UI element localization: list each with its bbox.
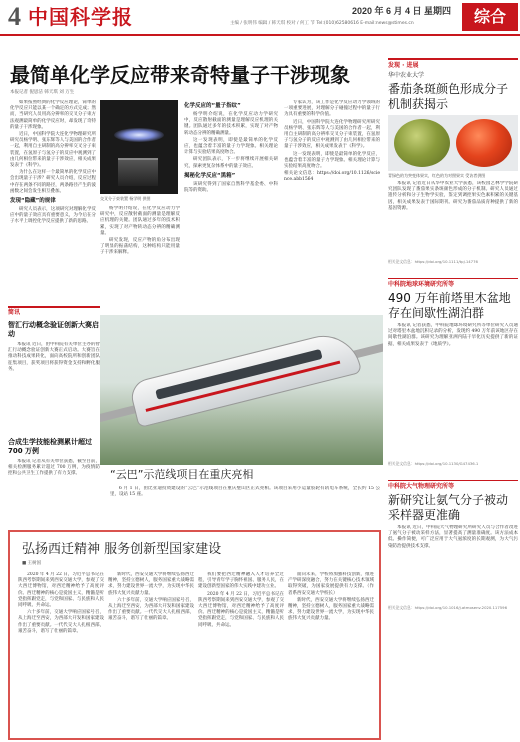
- story-source: 相关论文信息：https://doi.org/10.1016/j.atmosenv.2020.117596: [388, 605, 508, 610]
- story-body: [388, 525, 518, 605]
- tomato-caption: 青绿色的为突变体果实，红色的为对照果实 受访者供图: [388, 173, 486, 178]
- feature-column-4: [288, 572, 374, 736]
- story-paragraph: 本报讯 记者近日从华中农业大学获悉，该校园艺林学学院研究团队发现了番茄果实条斑颜色形成的分子机制。研究人员通过遗传分析和分子生物学实验，鉴定到调控果实色素积累的关键基因，相关成果发表于国际期刊。研究为番茄品质育种提供了新的基因资源。: [388, 181, 518, 211]
- lead-column-1: [10, 100, 96, 300]
- brief-body: [8, 342, 100, 434]
- feature-paragraph: 2020 年 4 月 22 日，习近平总书记在陕西考察期间来到西安交通大学，参观了交大西迁博物馆，对西迁精神给予了高度评价。西迁精神的核心是爱国主义，精髓是听党指挥跟党走，与党和国家、与民族和人民同呼吸、共命运。: [198, 591, 284, 628]
- story-title: 490 万年前塔里木盆地存在间歇性湖泊群: [388, 291, 511, 320]
- yunba-train-photo: [100, 315, 383, 465]
- lead-paragraph: 杨学明介绍说，在化学反应动力学研究中，反应散射截面的测量是理解反应机理的关键。团队通过多年的技术积累，实现了对产物转动态分辨的精确测量。: [184, 112, 278, 136]
- lead-subhead: 化学反应的“量子指纹”: [184, 103, 241, 109]
- lead-paragraph: 研究发现，反应产物的角分布出现了明显的振荡结构，这种结构只能用量子干涉来解释。: [100, 238, 180, 256]
- lead-paragraph: 研究团队表示，下一步将继续开展相关研究，探索更复杂体系中的量子效应。: [184, 157, 278, 169]
- brief-title: 合成生学技能检测累计超过 700 万例: [8, 438, 92, 455]
- feature-paragraph: 2020 年 4 月 22 日，习近平总书记在陕西考察期间来到西安交通大学，参观了交大西迁博物馆，对西迁精神给予了高度评价。西迁精神的核心是爱国主义，精髓是听党指挥跟党走，与党和国家、与民族和人民同呼吸、共命运。: [18, 572, 104, 609]
- feature-column-1: [18, 572, 104, 736]
- lead-paragraph: 为什么在这样一个最简单的化学反应中会出现量子干涉？研究人员介绍，反应过程中存在两条不同的路径，两条路径产生的波函数之间会发生相互叠加。: [10, 170, 96, 194]
- story-source: 相关论文信息：https://doi.org/10.1111/tpj.14776: [388, 259, 478, 264]
- lead-paragraph: 近日，中国科学院大连化学物理研究所研究员杨学明、张东辉等人与美国的合作者一起，利用自主研制的高分辨率交叉分子束装置，在氢原子与氢分子的反应中观测到了由几何相位带来的量子干涉效应，相关成果发表于《科学》。: [284, 119, 380, 150]
- story-title: 新研究让氨气分子被动采样器更准确: [388, 493, 509, 522]
- feature-paragraph: 六十多年前，交通大学响应国家号召，从上海迁至西安，为西部大开发和国家建设作出了重要贡献。一代代交大人扎根西部，艰苦奋斗，谱写了壮丽的篇章。: [108, 597, 194, 622]
- lead-paragraph: 如果按照经典的化学反应理论，简单的化学反应只能以某一个确定的方式完成；然而，当研究人员用高分辨率的交叉分子束方法观测最简单的化学反应时，却发现了奇特的量子干涉现象。: [10, 100, 96, 130]
- lead-column-2: [100, 206, 180, 306]
- lead-paragraph: 研究人员表示，这项研究对理解化学反应中的量子效应具有重要意义，为今后在分子水平上调控化学反应提供了新的思路。: [10, 207, 96, 225]
- train-windows: [155, 349, 322, 400]
- right-column-tag: 发现 · 进展: [388, 58, 518, 70]
- briefs-tag: 简讯: [8, 309, 21, 316]
- lead-subhead: 发现“隐藏”的规律: [10, 198, 56, 205]
- brief-title: 智汇行动概念验证创新大赛启动: [8, 321, 99, 338]
- story-body: [388, 181, 518, 259]
- story-source: 相关论文信息：https://doi.org/10.1130/G47436.1: [388, 461, 479, 466]
- lead-photo: [100, 100, 178, 194]
- story-paragraph: 本报讯 记者获悉，中科院地球环境研究所等单位研究人员通过对塔里木盆地沉积记录的分析，发现约 490 万年前该地区存在间歇性湖泊群。该研究为理解亚洲内陆干旱化历史提供了新的证据，相关成果发表于《地质学》。: [388, 323, 518, 347]
- feature-paragraph: 六十多年前，交通大学响应国家号召，从上海迁至西安，为西部大开发和国家建设作出了重要贡献。一代代交大人扎根西部，艰苦奋斗，谱写了壮丽的篇章。: [18, 610, 104, 634]
- brief-text: 本报讯 记者从有关单位获悉，截至目前，相关检测服务累计超过 700 万例，为疫情防控和公共卫生工作提供了有力支撑。: [8, 459, 100, 477]
- masthead: [0, 0, 520, 36]
- feature-article: [8, 530, 381, 740]
- story-kicker: 中科院大气物理研究所等: [388, 480, 518, 491]
- story-body: [388, 323, 518, 461]
- feature-paragraph: 新时代，西安交通大学将继续弘扬西迁精神，坚持立德树人，服务国家重大战略需求，努力建设世界一流大学，为实现中华民族伟大复兴贡献力量。: [288, 597, 374, 622]
- lead-byline: 本报记者 倪思洁 韩天琪 刘 万生: [10, 90, 75, 95]
- train-caption: “云巴”示范线项目在重庆亮相: [110, 468, 254, 481]
- tomato-photo: [388, 115, 518, 171]
- newspaper-logo: 中国科学报: [28, 5, 133, 29]
- feature-paragraph: 面向未来，学校将加强科技创新，推进产学研深度融合，努力在关键核心技术领域取得突破，为国家发展提供有力支撑。（作者系西安交通大学校长）: [288, 572, 374, 596]
- lead-headline: 最简单化学反应带来奇特量子干涉现象: [10, 63, 350, 87]
- feature-title: 弘扬西迁精神 服务创新型国家建设: [22, 542, 222, 557]
- brief-text: 本报讯 近日，由中科院有关单位主办的智汇行动概念验证创新大赛正式启动。大赛旨在推动科技成果转化，面向高校院所和创新团队征集项目，获奖项目将获得资金支持和孵化服务。: [8, 342, 100, 372]
- train-text: [110, 486, 380, 522]
- lead-column-3: [184, 100, 278, 306]
- lead-subhead: 揭秘化学反应“黑箱”: [184, 172, 236, 179]
- page-number: 4: [8, 2, 21, 31]
- briefs-column: [8, 306, 100, 524]
- lead-paragraph: 杨学明介绍说，在化学反应动力学研究中，反应散射截面的测量是理解反应机理的关键。团队通过多年的技术积累，实现了对产物转动态分辨的精确测量。: [100, 206, 180, 236]
- lead-link: 相关论文信息：https://doi.org/10.1126/science.abb1564: [284, 171, 380, 183]
- lead-column-4: [284, 100, 380, 306]
- section-label: 综合: [462, 3, 518, 31]
- lead-paragraph: 这一发现表明，即使是最简单的化学反应，也蕴含着丰富的量子力学现象。相关理论计算与实验结果高度吻合。: [284, 151, 380, 170]
- feature-byline: ■ 王树国: [22, 561, 42, 566]
- brief-body: [8, 459, 100, 529]
- feature-paragraph: 新时代，西安交通大学将继续弘扬西迁精神，坚持立德树人，服务国家重大战略需求，努力建设世界一流大学，为实现中华民族伟大复兴贡献力量。: [108, 572, 194, 596]
- lead-paragraph: 这一发现表明，即使是最简单的化学反应，也蕴含着丰富的量子力学现象。相关理论计算与实验结果高度吻合。: [184, 137, 278, 156]
- story-kicker: 中科院地球环境研究所等: [388, 278, 518, 289]
- lead-photo-caption: 交叉分子束装置 杨学明 供图: [100, 196, 151, 201]
- apparatus: [118, 158, 158, 186]
- lead-paragraph: 该研究得到了国家自然科学基金委、中科院等的资助。: [184, 181, 278, 194]
- red-tomato: [456, 119, 512, 167]
- interference-glow: [114, 128, 164, 142]
- story-paragraph: 本报讯 近日，中科院大气物理研究所研究人员与合作者改进了氨气分子被动采样方法，显著提高了测量准确度。该方法成本低、操作简便，可广泛应用于大气氨浓度的长期观测，为大气污染防治提供技术支撑。: [388, 525, 518, 549]
- lead-paragraph: 专家认为，该工作是化学反应动力学领域的一项重要进展，对理解分子碰撞过程中的量子行为具有重要的科学价值。: [284, 100, 380, 118]
- train-paragraph: 6 月 1 日，由比亚迪投资建设的“云巴”示范线项目在重庆璧山区正式亮相。该项目采用小运量胶轮有轨电车系统，全长约 15 公里，设站 15 座。: [110, 486, 380, 498]
- issue-date: 2020 年 6 月 4 日 星期四: [352, 6, 452, 16]
- right-column: [388, 58, 518, 610]
- editor-credits: 主编 / 张明伟 编辑 / 韩天琪 校对 / 何工 节 Tel:(010)62580616 E-mail:news@stimes.cn: [230, 21, 414, 26]
- story-title: 番茄条斑颜色形成分子机制获揭示: [388, 82, 509, 111]
- feature-column-2: [108, 572, 194, 736]
- feature-paragraph: 我们要把西迁精神融入人才培养全过程，引导青年学子胸怀祖国、服务人民，在建设创新型国家的伟大实践中建功立业。: [198, 572, 284, 590]
- feature-column-3: [198, 572, 284, 736]
- lead-paragraph: 近日，中国科学院大连化学物理研究所研究员杨学明、张东辉等人与美国的合作者一起，利用自主研制的高分辨率交叉分子束装置，在氢原子与氢分子的反应中观测到了由几何相位带来的量子干涉效应，相关成果发表于《科学》。: [10, 132, 96, 169]
- story-kicker: 华中农业大学: [388, 72, 425, 79]
- yunba-train: [128, 328, 362, 428]
- green-tomato: [394, 119, 450, 167]
